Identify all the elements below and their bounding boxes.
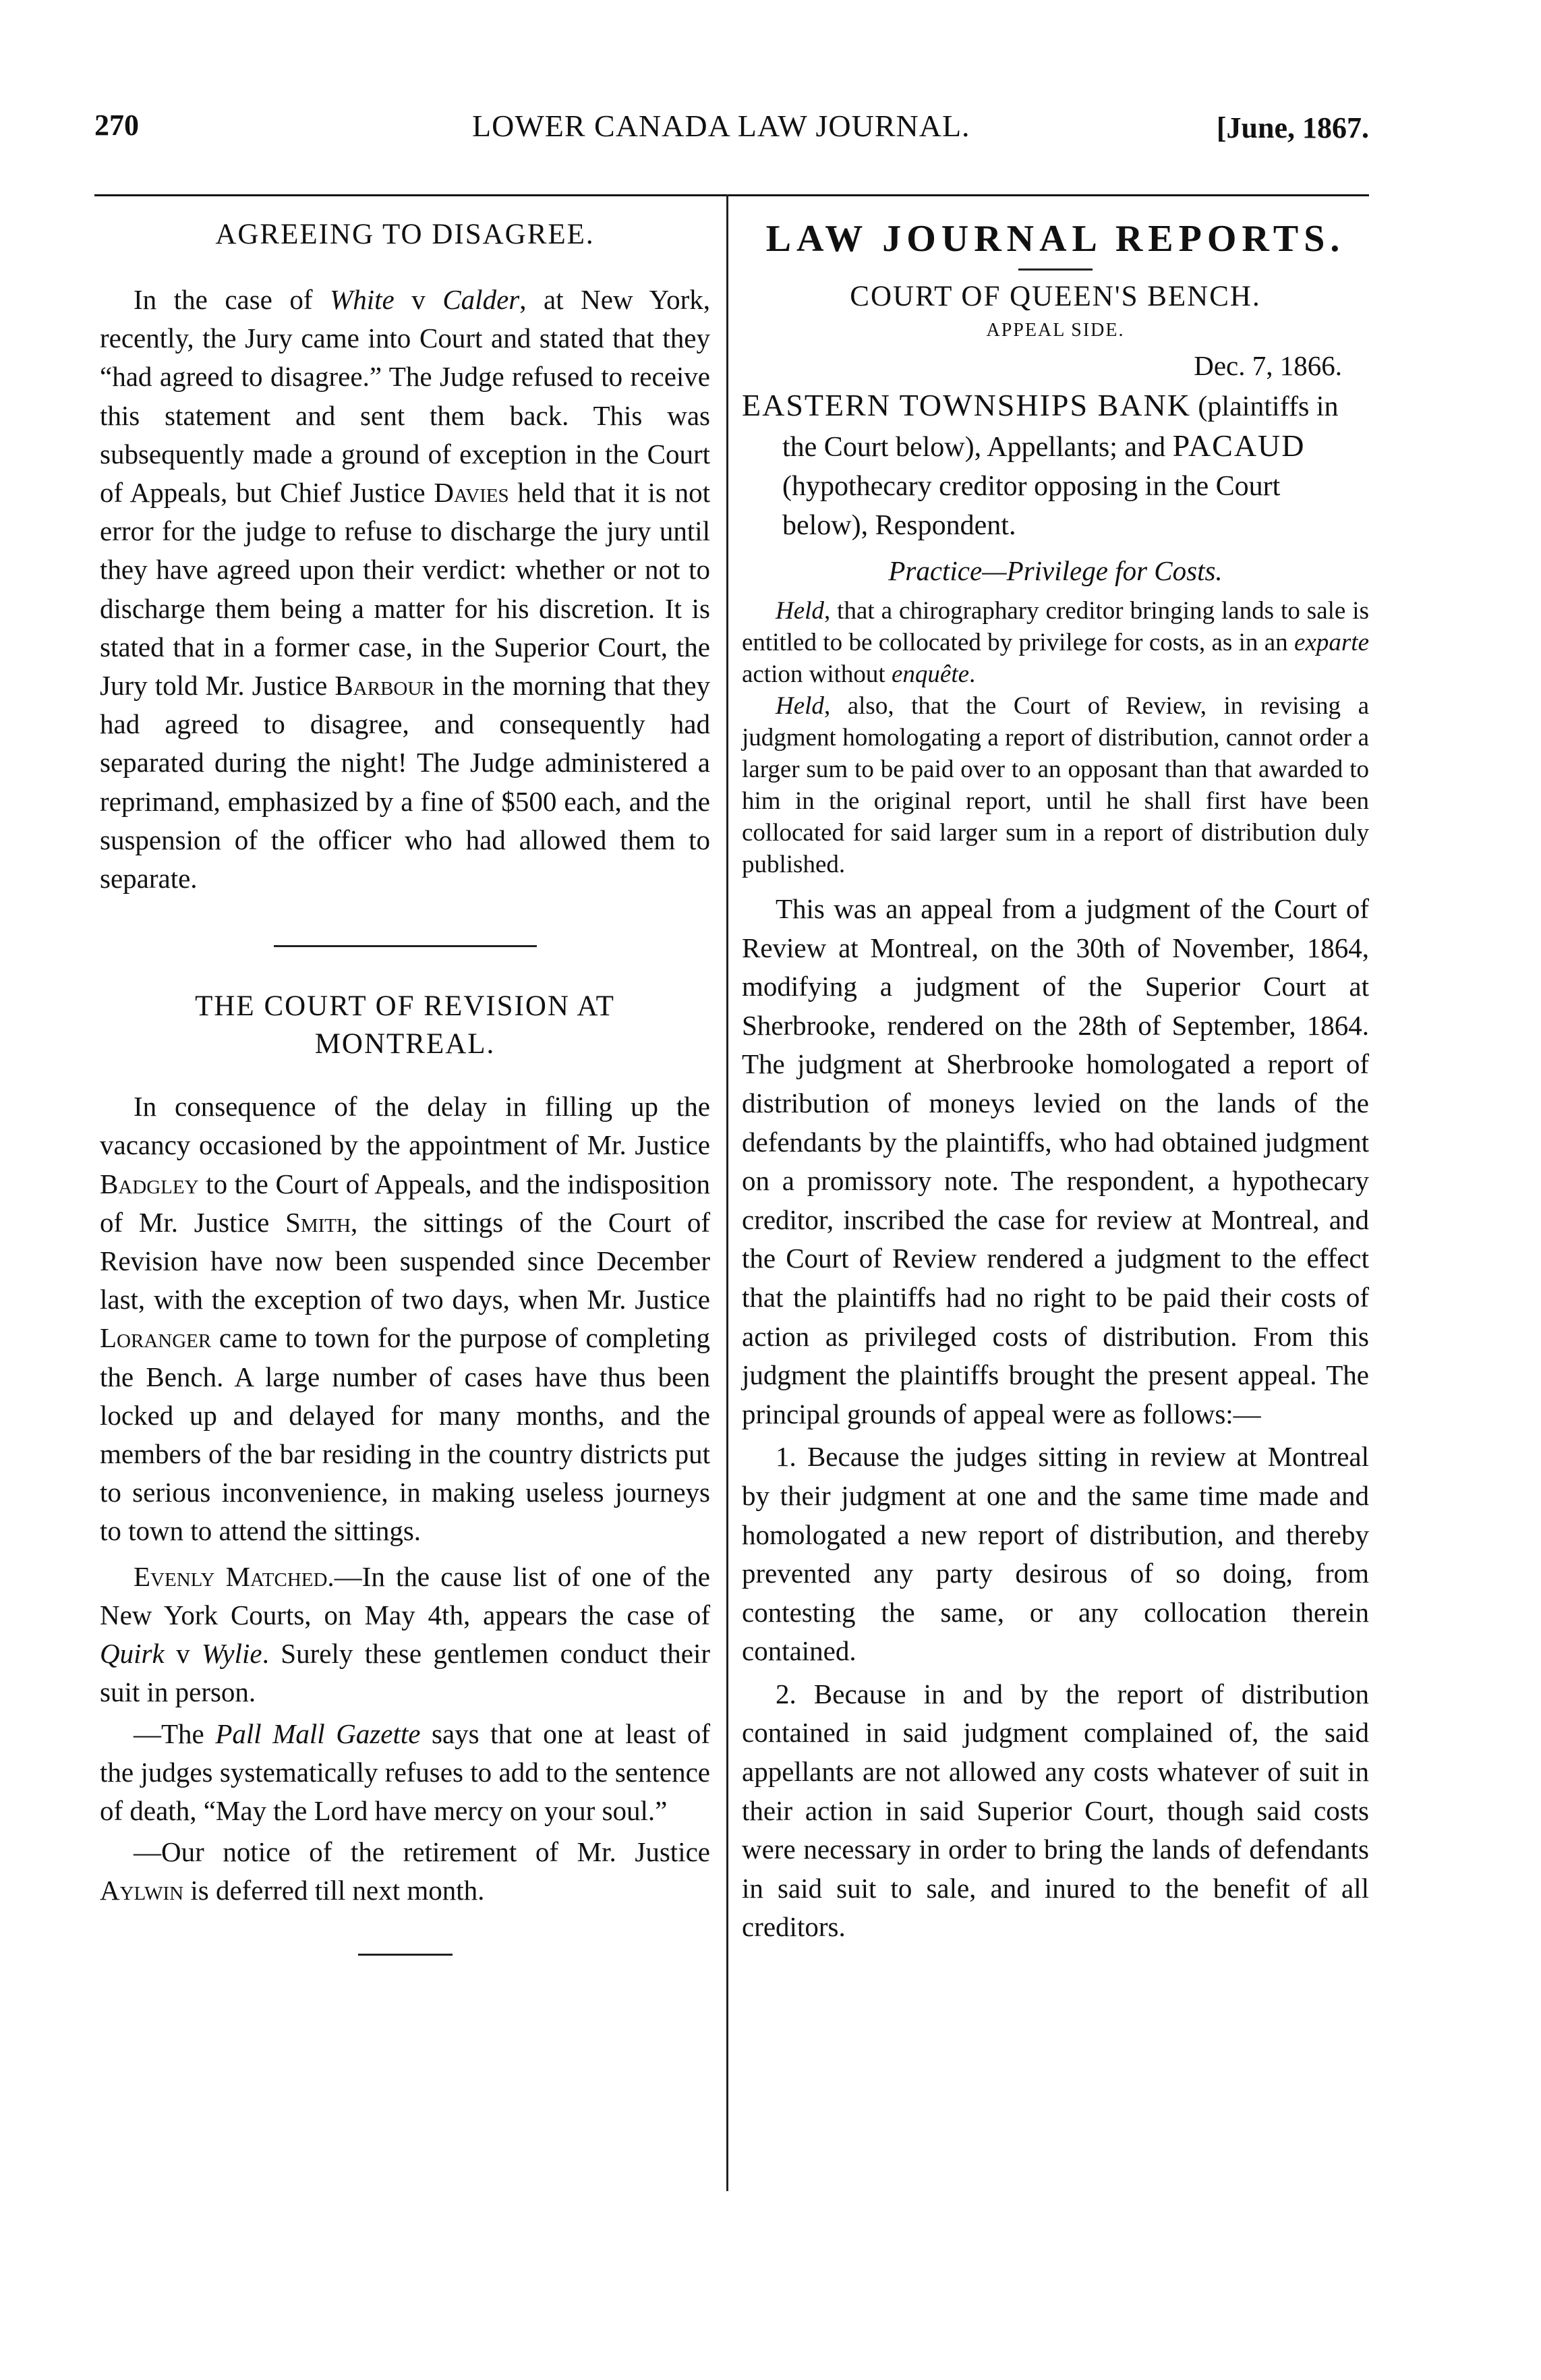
section-title: LAW JOURNAL REPORTS. <box>765 218 1345 260</box>
column-divider <box>726 194 728 2191</box>
left-column <box>100 202 710 1956</box>
court-name: COURT OF QUEEN'S BENCH. <box>850 281 1261 312</box>
page-header <box>94 108 1369 162</box>
headnotes <box>742 595 1369 880</box>
page-number: 270 <box>94 109 139 142</box>
header-rule <box>94 194 1369 196</box>
article-title-agreeing: AGREEING TO DISAGREE. <box>215 219 595 250</box>
report-ground-1: 1. Because the judges sitting in review at Montreal by their judgment at one and the same time made and homologated a new report of distribution, and thereby prevented any party desirous of so doing, from contesting the same, or any collocation therein contained. <box>742 1441 1369 1667</box>
article-body-agreeing: In the case of White v Calder, at New York, recently, the Jury came into Court and stated that they “had agreed to disagree.” The Judge refused to receive this statement and sent them back. This was subsequently made a ground of exception in the Court of Appeals, but Chief Justice Davies held that it is not error for the judge to refuse to discharge the jury until they have agreed upon their verdict: whether or not to discharge them being a matter for his discretion. It is stated that in a former case, in the Superior Court, the Jury told Mr. Justice Barbour in the morning that they had agreed to disagree, and consequently had separated during the night! The Judge administered a reprimand, emphasized by a fine of $500 each, and the suspension of the officer who had allowed them to separate. <box>100 284 711 895</box>
section-separator <box>274 945 537 947</box>
headnote-1: Held, that a chirographary creditor bringing lands to sale is entitled to be collocated by privilege for costs, as in an exparte action without enquête. <box>742 597 1369 688</box>
journal-title: LOWER CANADA LAW JOURNAL. <box>472 109 970 143</box>
note-evenly-matched: Evenly Matched.—In the cause list of one of the New York Courts, on May 4th, appears the case of Quirk v Wylie. Surely these gentlemen conduct their suit in person. <box>100 1560 710 1708</box>
note-pall-mall: —The Pall Mall Gazette says that one at least of the judges systematically refuses to add to the sentence of death, “May the Lord have mercy on your soul.” <box>100 1718 710 1826</box>
right-column <box>742 202 1369 1947</box>
issue-date: [June, 1867. <box>1216 111 1369 144</box>
headnote-2: Held, also, that the Court of Review, in revising a judgment homologating a report of distribution, cannot order a larger sum to be paid over to an opposant than that awarded to him in the original report, until he shall first have been collocated for said larger sum in a report of distribution duly published. <box>742 692 1369 878</box>
report-date: Dec. 7, 1866. <box>1194 350 1342 381</box>
end-separator <box>358 1954 453 1956</box>
article-body-revision: In consequence of the delay in filling up the vacancy occasioned by the appointment of Mr. Justice Badgley to the Court of Appeals, and the indisposition of Mr. Justice Smith, the sittings of the Court of Revision have now been suspended since December last, with the exception of two days, when Mr. Justice Loranger came to town for the purpose of completing the Bench. A large number of cases have thus been locked up and delayed for many months, and the members of the bar residing in the country districts put to serious inconvenience, in making useless journeys to town to attend the sittings. <box>100 1091 710 1547</box>
title-separator <box>1018 268 1093 271</box>
court-side: APPEAL SIDE. <box>986 320 1125 341</box>
report-body-1: This was an appeal from a judgment of the Court of Review at Montreal, on the 30th of November, 1864, modifying a judgment of the Superior Court at Sherbrooke, rendered on the 28th of September, 1864. The judgment at Sherbrooke homologated a report of distribution of moneys levied on the lands of the defendants by the plaintiffs, who had obtained judgment on a promissory note. The respondent, a hypothecary creditor, inscribed the case for review at Montreal, and the Court of Review rendered a judgment to the effect that the plaintiffs had no right to be paid their costs of action as privileged costs of distribution. From this judgment the plaintiffs brought the present appeal. The principal grounds of appeal were as follows:— <box>742 893 1369 1429</box>
article-title-revision: THE COURT OF REVISION AT MONTREAL. <box>195 990 615 1060</box>
note-retirement: —Our notice of the retirement of Mr. Justice Aylwin is deferred till next month. <box>100 1836 710 1906</box>
report-ground-2: 2. Because in and by the report of distribution contained in said judgment complained of, the said appellants are not allowed any costs whatever of suit in their action in said Superior Court, though said costs were necessary in order to bring the lands of defendants in said suit to sale, and inured to the benefit of all creditors. <box>742 1678 1369 1943</box>
case-subject: Practice—Privilege for Costs. <box>888 555 1223 586</box>
case-parties: EASTERN TOWNSHIPS BANK (plaintiffs in the Court below), Appellants; and PACAUD (hypothecary creditor opposing in the Court below), Respondent. <box>742 388 1339 541</box>
